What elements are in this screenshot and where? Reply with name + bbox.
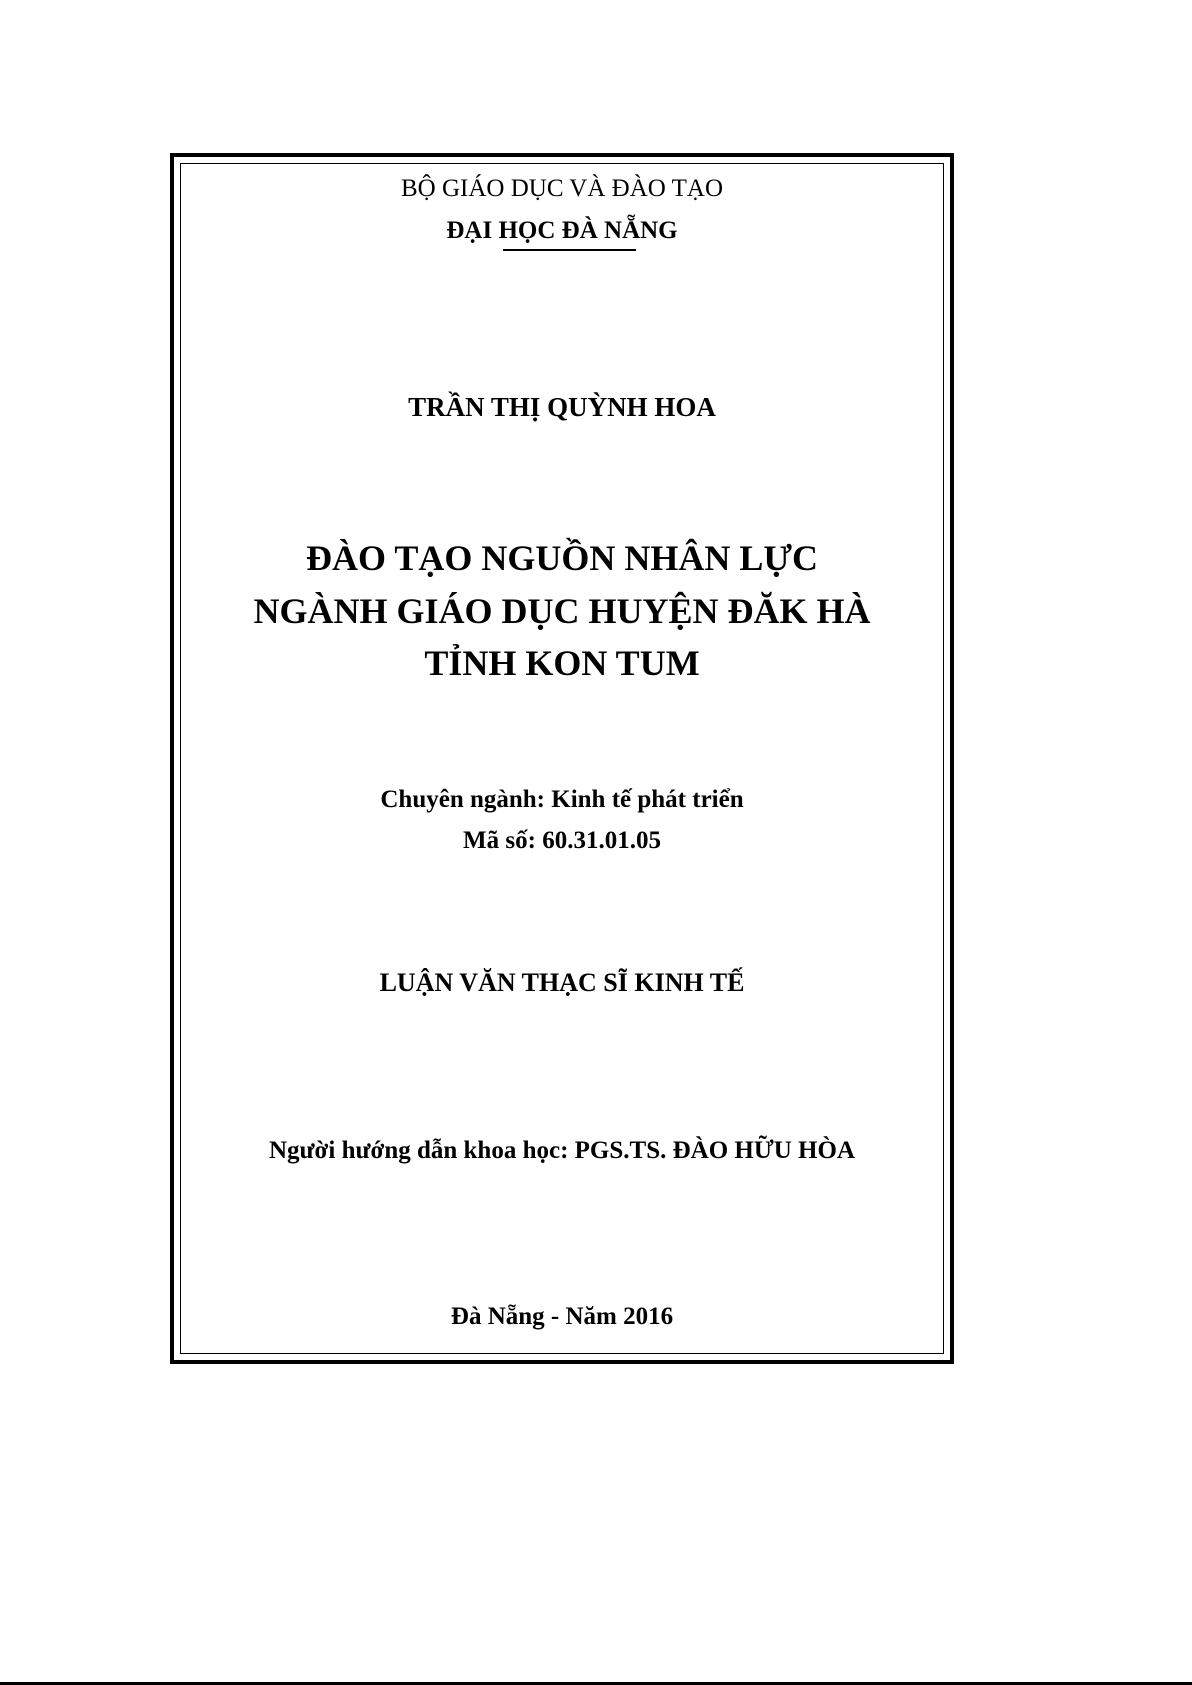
advisor-label: Người hướng dẫn khoa học: PGS.TS. ĐÀO HỮU HÒA xyxy=(268,1137,856,1164)
cover-border-outer xyxy=(170,153,954,1364)
thesis-title-line-1: ĐÀO TẠO NGUỒN NHÂN LỰC xyxy=(305,538,818,578)
thesis-title-line-3: TỈNH KON TUM xyxy=(424,643,700,683)
thesis-title-line-2: NGÀNH GIÁO DỤC HUYỆN ĐĂK HÀ xyxy=(253,591,871,631)
place-and-year: Đà Nẵng - Năm 2016 xyxy=(450,1303,674,1330)
ministry-heading: BỘ GIÁO DỤC VÀ ĐÀO TẠO xyxy=(401,175,723,202)
cover-border-inner xyxy=(180,163,944,1354)
university-underline xyxy=(503,249,636,251)
author-name: TRẦN THỊ QUỲNH HOA xyxy=(408,392,716,422)
degree-label: LUẬN VĂN THẠC SĨ KINH TẾ xyxy=(379,968,745,997)
major-code: Mã số: 60.31.01.05 xyxy=(463,827,661,854)
university-heading: ĐẠI HỌC ĐÀ NẴNG xyxy=(446,217,678,244)
major-label: Chuyên ngành: Kinh tế phát triển xyxy=(380,786,744,813)
